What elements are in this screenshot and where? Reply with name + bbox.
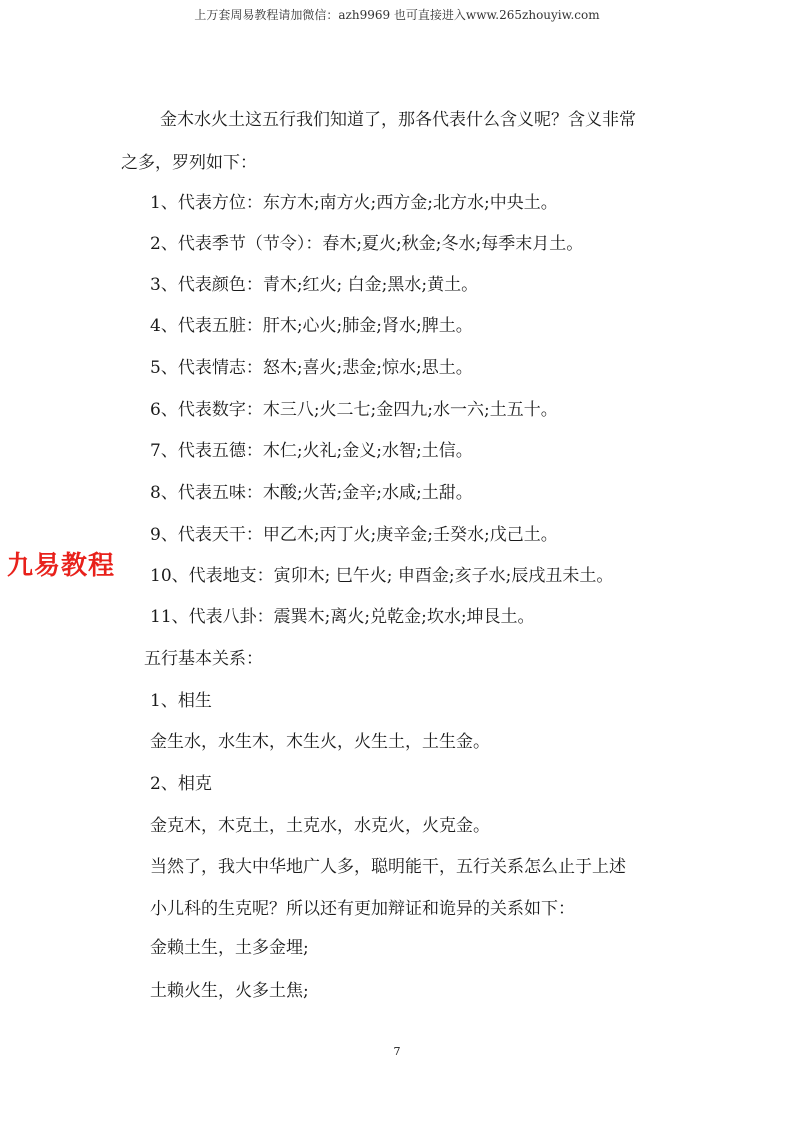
item-9: 9、代表天干：甲乙木;丙丁火;庚辛金;壬癸水;戊己土。 xyxy=(150,525,558,545)
item-4: 4、代表五脏：肝木;心火;肺金;肾水;脾土。 xyxy=(150,316,473,336)
sheng-heading: 1、相生 xyxy=(150,691,212,711)
item-11: 11、代表八卦：震巽木;离火;兑乾金;坎水;坤艮土。 xyxy=(150,607,535,627)
sheng-text: 金生水，水生木，木生火，火生土，土生金。 xyxy=(150,732,490,752)
relation-2: 土赖火生，火多土焦; xyxy=(150,981,309,1001)
item-2: 2、代表季节（节令）：春木;夏火;秋金;冬水;每季末月土。 xyxy=(150,234,584,254)
header-note: 上万套周易教程请加微信：azh9969 也可直接进入www.265zhouyiw.com xyxy=(194,8,600,22)
page-number: 7 xyxy=(393,1045,401,1058)
ke-text: 金克木，木克土，土克水，水克火，火克金。 xyxy=(150,816,490,836)
item-7: 7、代表五德：木仁;火礼;金义;水智;土信。 xyxy=(150,441,473,461)
relation-1: 金赖土生，土多金埋; xyxy=(150,938,309,958)
ke-heading: 2、相克 xyxy=(150,774,212,794)
item-5: 5、代表情志：怒木;喜火;悲金;惊水;思土。 xyxy=(150,358,473,378)
relations-heading: 五行基本关系： xyxy=(144,649,263,669)
watermark-logo: 九易教程 xyxy=(7,551,116,581)
item-10: 10、代表地支：寅卯木; 巳午火; 申酉金;亥子水;辰戌丑未土。 xyxy=(150,566,614,586)
extra-line-2: 小儿科的生克呢？所以还有更加辩证和诡异的关系如下： xyxy=(150,899,575,919)
intro-line-1: 金木水火土这五行我们知道了，那各代表什么含义呢？含义非常 xyxy=(160,110,636,130)
item-6: 6、代表数字：木三八;火二七;金四九;水一六;土五十。 xyxy=(150,400,558,420)
intro-line-2: 之多，罗列如下： xyxy=(121,153,257,173)
item-3: 3、代表颜色：青木;红火; 白金;黑水;黄土。 xyxy=(150,275,479,295)
item-8: 8、代表五味：木酸;火苦;金辛;水咸;土甜。 xyxy=(150,483,473,503)
item-1: 1、代表方位：东方木;南方火;西方金;北方水;中央土。 xyxy=(150,193,558,213)
extra-line-1: 当然了，我大中华地广人多，聪明能干，五行关系怎么止于上述 xyxy=(150,857,626,877)
